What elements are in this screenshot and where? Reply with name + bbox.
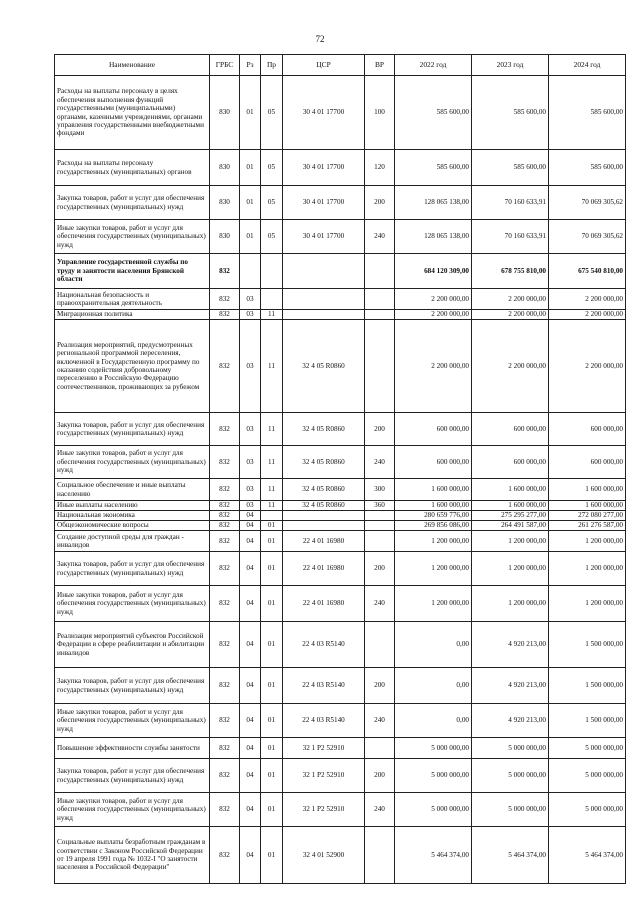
cell-pr: 05 [261,220,283,254]
cell-pr: 01 [261,552,283,586]
cell-csr: 22 4 03 R5140 [283,668,365,704]
cell-csr: 30 4 01 17700 [283,186,365,220]
cell-rz: 03 [240,479,261,501]
cell-2023: 1 600 000,00 [472,501,549,511]
cell-2024: 5 000 000,00 [549,738,626,759]
cell-grbs: 832 [210,446,240,479]
cell-2024: 2 200 000,00 [549,320,626,413]
cell-vr [365,310,395,320]
table-row [55,521,626,531]
cell-2024: 1 500 000,00 [549,704,626,738]
cell-grbs: 832 [210,254,240,289]
cell-2024: 5 000 000,00 [549,793,626,827]
cell-csr: 22 4 01 16980 [283,531,365,552]
table-row [55,479,626,501]
cell-name: Повышение эффективности службы занятости [55,738,210,759]
cell-2024: 1 600 000,00 [549,479,626,501]
cell-vr: 240 [365,704,395,738]
cell-csr [283,511,365,521]
budget-table [54,54,626,884]
cell-2024: 1 200 000,00 [549,552,626,586]
cell-2022: 5 000 000,00 [395,759,472,793]
cell-grbs: 832 [210,622,240,668]
cell-2022: 1 600 000,00 [395,479,472,501]
cell-2023: 4 920 213,00 [472,704,549,738]
table-body [55,76,626,884]
cell-2024: 5 464 374,00 [549,827,626,884]
page-number: 72 [315,34,325,44]
cell-vr [365,622,395,668]
cell-2022: 0,00 [395,704,472,738]
header-name: Наименование [55,55,210,76]
table-row [55,289,626,310]
cell-name: Иные закупки товаров, работ и услуг для обеспечения государственных (муниципальных) нужд [55,704,210,738]
cell-2024: 600 000,00 [549,413,626,446]
cell-name: Закупка товаров, работ и услуг для обеспечения государственных (муниципальных) нужд [55,552,210,586]
cell-rz: 04 [240,622,261,668]
cell-2022: 1 200 000,00 [395,586,472,622]
header-rz: Рз [240,55,261,76]
cell-rz: 03 [240,289,261,310]
cell-pr: 11 [261,413,283,446]
cell-2024: 2 200 000,00 [549,310,626,320]
cell-pr: 01 [261,531,283,552]
cell-2023: 600 000,00 [472,446,549,479]
cell-grbs: 832 [210,479,240,501]
cell-csr: 30 4 01 17700 [283,150,365,186]
cell-2024: 2 200 000,00 [549,289,626,310]
cell-2023: 2 200 000,00 [472,289,549,310]
cell-csr: 32 1 P2 52910 [283,759,365,793]
cell-pr: 01 [261,759,283,793]
cell-rz: 03 [240,446,261,479]
table-row [55,552,626,586]
cell-vr: 100 [365,76,395,150]
cell-grbs: 832 [210,793,240,827]
cell-rz: 04 [240,759,261,793]
cell-grbs: 832 [210,531,240,552]
cell-rz: 01 [240,150,261,186]
cell-grbs: 832 [210,413,240,446]
cell-csr: 30 4 01 17700 [283,76,365,150]
cell-2023: 585 600,00 [472,76,549,150]
cell-2022: 5 000 000,00 [395,793,472,827]
cell-2022: 2 200 000,00 [395,310,472,320]
cell-vr [365,289,395,310]
cell-2023: 4 920 213,00 [472,622,549,668]
cell-vr: 240 [365,793,395,827]
cell-name: Иные закупки товаров, работ и услуг для обеспечения государственных (муниципальных) нужд [55,586,210,622]
cell-pr: 05 [261,150,283,186]
cell-pr [261,511,283,521]
cell-2023: 264 491 587,00 [472,521,549,531]
cell-rz: 04 [240,793,261,827]
cell-2024: 70 069 305,62 [549,220,626,254]
cell-grbs: 832 [210,704,240,738]
cell-2024: 1 600 000,00 [549,501,626,511]
header-2024: 2024 год [549,55,626,76]
cell-name: Иные закупки товаров, работ и услуг для обеспечения государственных (муниципальных) нужд [55,220,210,254]
table-row [55,254,626,289]
table-row [55,622,626,668]
cell-name: Закупка товаров, работ и услуг для обеспечения государственных (муниципальных) нужд [55,759,210,793]
cell-csr: 22 4 03 R5140 [283,704,365,738]
cell-rz: 04 [240,668,261,704]
cell-csr: 22 4 03 R5140 [283,622,365,668]
cell-2022: 2 200 000,00 [395,320,472,413]
table-row [55,759,626,793]
cell-2023: 1 600 000,00 [472,479,549,501]
cell-2023: 275 295 277,00 [472,511,549,521]
cell-2022: 0,00 [395,668,472,704]
cell-vr [365,521,395,531]
cell-2022: 1 200 000,00 [395,531,472,552]
cell-name: Управление государственной службы по труду и занятости населения Брянской области [55,254,210,289]
cell-grbs: 832 [210,586,240,622]
cell-pr: 01 [261,793,283,827]
cell-csr [283,289,365,310]
table-row [55,668,626,704]
table-row [55,76,626,150]
cell-name: Расходы на выплаты персоналу в целях обеспечения выполнения функций государственными (муниципальными) органами, казенными учреждениями, органами управления государственными внебюджетными фондами [55,76,210,150]
cell-rz: 04 [240,738,261,759]
cell-name: Общеэкономические вопросы [55,521,210,531]
cell-2023: 600 000,00 [472,413,549,446]
cell-2023: 5 464 374,00 [472,827,549,884]
table-row [55,704,626,738]
cell-2024: 1 500 000,00 [549,668,626,704]
cell-2023: 5 000 000,00 [472,759,549,793]
cell-vr: 360 [365,501,395,511]
cell-pr: 01 [261,827,283,884]
cell-2024: 585 600,00 [549,150,626,186]
cell-pr: 01 [261,521,283,531]
table-row [55,511,626,521]
cell-csr: 32 1 P2 52910 [283,793,365,827]
cell-csr [283,310,365,320]
cell-2022: 600 000,00 [395,413,472,446]
cell-2022: 128 065 138,00 [395,220,472,254]
header-2023: 2023 год [472,55,549,76]
cell-csr: 22 4 01 16980 [283,552,365,586]
cell-2023: 1 200 000,00 [472,552,549,586]
cell-grbs: 832 [210,552,240,586]
cell-csr: 32 4 05 R0860 [283,446,365,479]
cell-name: Иные закупки товаров, работ и услуг для обеспечения государственных (муниципальных) нужд [55,793,210,827]
table-row [55,793,626,827]
cell-name: Реализация мероприятий, предусмотренных региональной программой переселения, включенной в Государственную программу по оказанию содействия добровольному переселению в Российскую Федерацию соотечественников, проживающих за рубежом [55,320,210,413]
cell-grbs: 830 [210,150,240,186]
cell-2023: 678 755 810,00 [472,254,549,289]
cell-csr [283,521,365,531]
cell-rz: 04 [240,827,261,884]
cell-rz: 04 [240,586,261,622]
cell-2024: 1 200 000,00 [549,586,626,622]
cell-2023: 1 200 000,00 [472,531,549,552]
cell-name: Национальная безопасность и правоохранительная деятельность [55,289,210,310]
cell-2023: 5 000 000,00 [472,793,549,827]
cell-pr [261,289,283,310]
cell-csr: 32 1 P2 52910 [283,738,365,759]
cell-rz: 01 [240,186,261,220]
cell-pr: 01 [261,704,283,738]
cell-rz: 04 [240,552,261,586]
header-grbs: ГРБС [210,55,240,76]
cell-rz: 04 [240,511,261,521]
cell-vr: 300 [365,479,395,501]
cell-vr [365,827,395,884]
cell-grbs: 832 [210,827,240,884]
cell-csr: 32 4 05 R0860 [283,320,365,413]
cell-2023: 2 200 000,00 [472,320,549,413]
cell-2022: 5 000 000,00 [395,738,472,759]
cell-name: Закупка товаров, работ и услуг для обеспечения государственных (муниципальных) нужд [55,413,210,446]
cell-csr: 30 4 01 17700 [283,220,365,254]
header-csr: ЦСР [283,55,365,76]
cell-rz: 03 [240,501,261,511]
cell-csr: 32 4 01 52900 [283,827,365,884]
cell-name: Закупка товаров, работ и услуг для обеспечения государственных (муниципальных) нужд [55,668,210,704]
cell-csr: 32 4 05 R0860 [283,413,365,446]
table-row [55,413,626,446]
cell-vr: 200 [365,759,395,793]
table-row [55,827,626,884]
cell-vr: 240 [365,446,395,479]
cell-pr: 01 [261,622,283,668]
cell-grbs: 832 [210,759,240,793]
table-row [55,531,626,552]
cell-2024: 272 080 277,00 [549,511,626,521]
cell-2024: 5 000 000,00 [549,759,626,793]
cell-pr: 11 [261,501,283,511]
cell-pr: 11 [261,320,283,413]
cell-pr: 11 [261,446,283,479]
cell-name: Национальная экономика [55,511,210,521]
cell-pr: 01 [261,668,283,704]
cell-grbs: 832 [210,320,240,413]
cell-2023: 5 000 000,00 [472,738,549,759]
cell-2022: 5 464 374,00 [395,827,472,884]
cell-2022: 585 600,00 [395,150,472,186]
table-row [55,586,626,622]
header-pr: Пр [261,55,283,76]
cell-name: Реализация мероприятий субъектов Российской Федерации в сфере реабилитации и абилитации инвалидов [55,622,210,668]
cell-rz: 01 [240,220,261,254]
table-row [55,501,626,511]
cell-pr: 05 [261,76,283,150]
cell-name: Иные выплаты населению [55,501,210,511]
cell-csr: 32 4 05 R0860 [283,479,365,501]
cell-vr [365,738,395,759]
cell-2022: 585 600,00 [395,76,472,150]
table-row [55,320,626,413]
cell-2024: 600 000,00 [549,446,626,479]
cell-rz: 04 [240,521,261,531]
cell-csr [283,254,365,289]
cell-2022: 600 000,00 [395,446,472,479]
cell-grbs: 832 [210,521,240,531]
header-2022: 2022 год [395,55,472,76]
cell-2024: 675 540 810,00 [549,254,626,289]
cell-2022: 269 856 086,00 [395,521,472,531]
cell-vr: 240 [365,220,395,254]
table-row [55,446,626,479]
cell-pr: 11 [261,479,283,501]
cell-vr [365,511,395,521]
cell-2023: 2 200 000,00 [472,310,549,320]
table-row [55,186,626,220]
cell-grbs: 830 [210,220,240,254]
cell-rz: 03 [240,413,261,446]
cell-pr: 11 [261,310,283,320]
cell-vr: 200 [365,552,395,586]
cell-2024: 1 200 000,00 [549,531,626,552]
table-row [55,150,626,186]
cell-2023: 4 920 213,00 [472,668,549,704]
cell-2022: 280 659 776,00 [395,511,472,521]
cell-vr [365,531,395,552]
cell-2024: 70 069 305,62 [549,186,626,220]
cell-grbs: 832 [210,668,240,704]
cell-pr [261,254,283,289]
cell-csr: 32 4 05 R0860 [283,501,365,511]
cell-name: Социальное обеспечение и иные выплаты населению [55,479,210,501]
cell-vr [365,254,395,289]
cell-rz: 01 [240,76,261,150]
cell-grbs: 832 [210,511,240,521]
cell-pr: 05 [261,186,283,220]
cell-2024: 261 276 587,00 [549,521,626,531]
cell-name: Расходы на выплаты персоналу государственных (муниципальных) органов [55,150,210,186]
cell-2022: 1 600 000,00 [395,501,472,511]
cell-vr [365,320,395,413]
cell-2022: 1 200 000,00 [395,552,472,586]
cell-2023: 70 160 633,91 [472,186,549,220]
table-row [55,310,626,320]
table-row [55,738,626,759]
cell-grbs: 832 [210,501,240,511]
cell-name: Создание доступной среды для граждан - инвалидов [55,531,210,552]
cell-2022: 2 200 000,00 [395,289,472,310]
cell-2022: 128 065 138,00 [395,186,472,220]
cell-name: Миграционная политика [55,310,210,320]
cell-vr: 120 [365,150,395,186]
cell-rz: 03 [240,320,261,413]
cell-grbs: 832 [210,289,240,310]
cell-grbs: 832 [210,310,240,320]
cell-2024: 585 600,00 [549,76,626,150]
cell-grbs: 832 [210,738,240,759]
cell-2022: 0,00 [395,622,472,668]
cell-2024: 1 500 000,00 [549,622,626,668]
cell-rz [240,254,261,289]
cell-name: Иные закупки товаров, работ и услуг для обеспечения государственных (муниципальных) нужд [55,446,210,479]
cell-vr: 200 [365,413,395,446]
table-row [55,220,626,254]
cell-2023: 70 160 633,91 [472,220,549,254]
cell-rz: 03 [240,310,261,320]
cell-2022: 684 120 309,00 [395,254,472,289]
cell-name: Социальные выплаты безработным гражданам в соответствии с Законом Российской Федерации от 19 апреля 1991 года № 1032-I "О занятости населения в Российской Федерации" [55,827,210,884]
cell-grbs: 830 [210,186,240,220]
cell-rz: 04 [240,531,261,552]
cell-csr: 22 4 01 16980 [283,586,365,622]
cell-2023: 1 200 000,00 [472,586,549,622]
cell-pr: 01 [261,738,283,759]
cell-vr: 200 [365,186,395,220]
cell-rz: 04 [240,704,261,738]
cell-grbs: 830 [210,76,240,150]
table-header-row [55,55,626,76]
cell-vr: 200 [365,668,395,704]
cell-vr: 240 [365,586,395,622]
header-vr: ВР [365,55,395,76]
cell-pr: 01 [261,586,283,622]
cell-name: Закупка товаров, работ и услуг для обеспечения государственных (муниципальных) нужд [55,186,210,220]
cell-2023: 585 600,00 [472,150,549,186]
